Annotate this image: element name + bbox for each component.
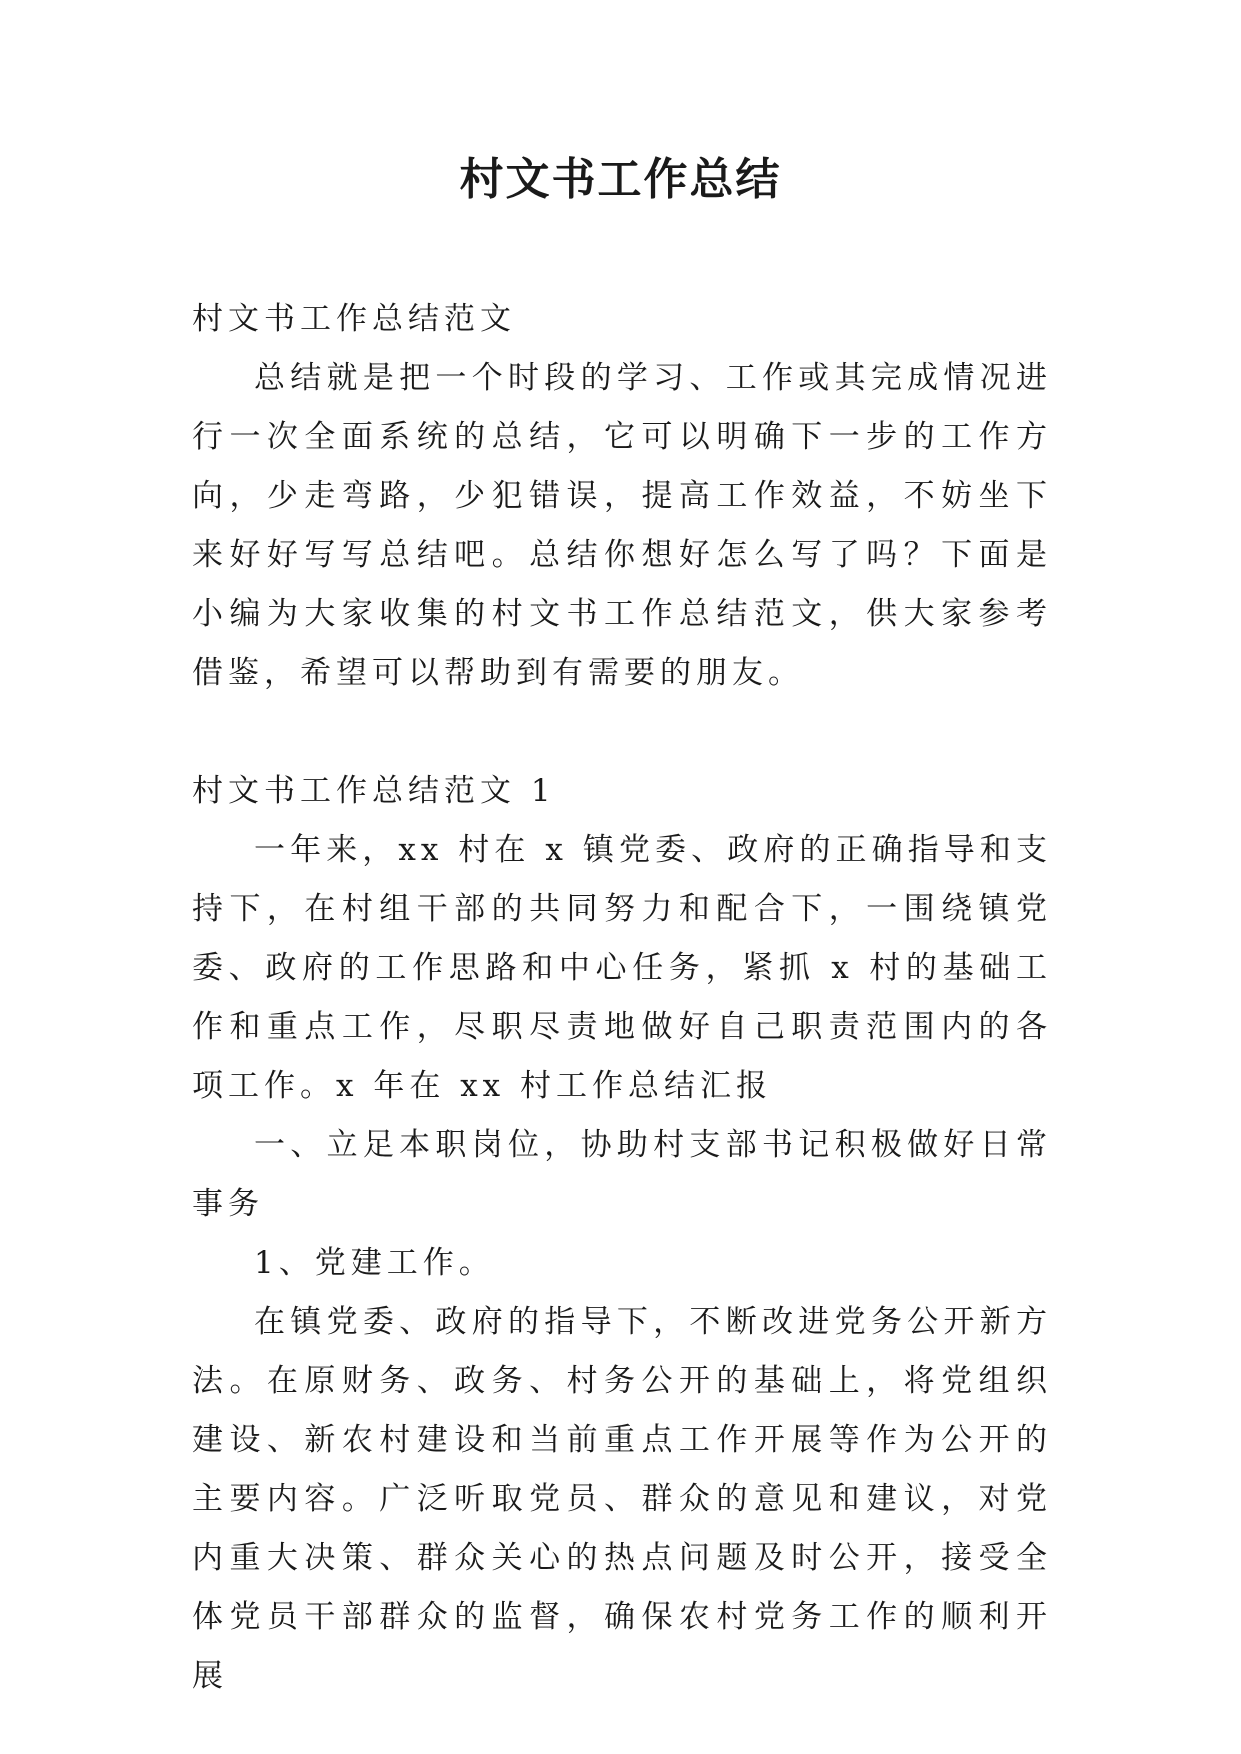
section-heading: 村文书工作总结范文 1 [192, 773, 556, 809]
body-paragraph: 在镇党委、政府的指导下，不断改进党务公开新方法。在原财务、政务、村务公开的基础上，将党组织建设、新农村建设和当前重点工作开展等作为公开的主要内容。广泛听取党员、群众的意见和建议，对党内重大决策、群众关心的热点问题及时公开，接受全体党员干部群众的监督，确保农村党务工作的顺利开展 [192, 1304, 1052, 1694]
document-title: 村文书工作总结 [459, 154, 782, 205]
paragraph-spacer [192, 703, 1052, 762]
document-body [192, 290, 1052, 1706]
intro-paragraph: 总结就是把一个时段的学习、工作或其完成情况进行一次全面系统的总结，它可以明确下一步的工作方向，少走弯路，少犯错误，提高工作效益，不妨坐下来好好写写总结吧。总结你想好怎么写了吗？下面是小编为大家收集的村文书工作总结范文，供大家参考借鉴，希望可以帮助到有需要的朋友。 [192, 360, 1052, 691]
body-paragraph: 一年来，xx 村在 x 镇党委、政府的正确指导和支持下，在村组干部的共同努力和配合下，一围绕镇党委、政府的工作思路和中心任务，紧抓 x 村的基础工作和重点工作，尽职尽责地做好自己职责范围内的各项工作。x 年在 xx 村工作总结汇报 [192, 832, 1052, 1104]
subsection-heading: 一、立足本职岗位，协助村支部书记积极做好日常事务 [192, 1127, 1052, 1222]
item-heading: 1、党建工作。 [254, 1245, 495, 1281]
section-heading: 村文书工作总结范文 [192, 301, 516, 337]
